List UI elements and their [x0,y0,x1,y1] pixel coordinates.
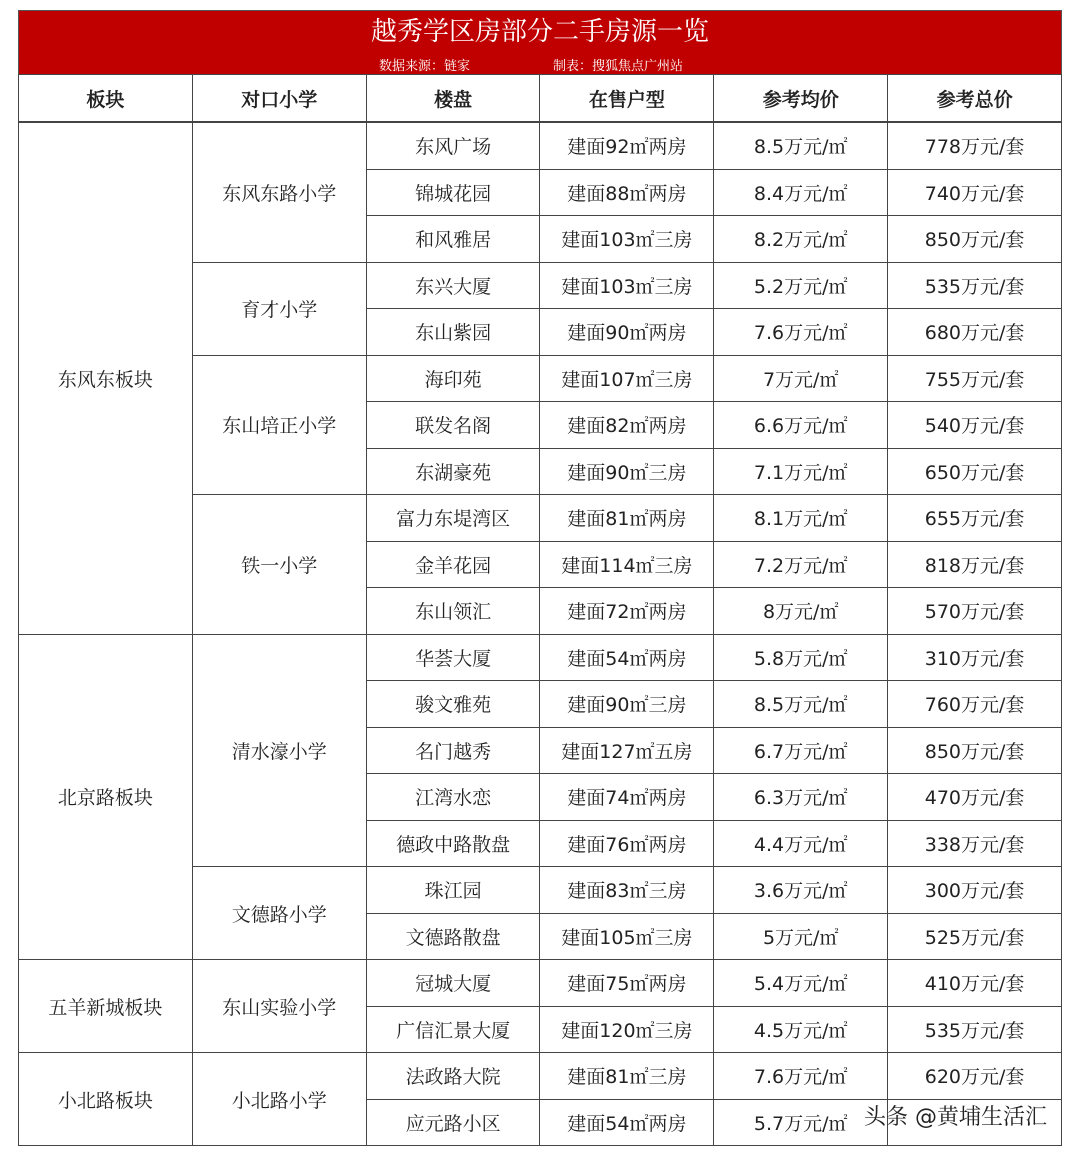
estate-cell: 东风广场 [366,122,540,169]
unit-price-cell: 4.4万元/㎡ [714,820,888,867]
unit-price-cell: 8.1万元/㎡ [714,495,888,542]
estate-cell: 和风雅居 [366,216,540,263]
total-price-cell: 338万元/套 [888,820,1062,867]
district-cell: 北京路板块 [19,634,193,960]
total-price-cell: 300万元/套 [888,867,1062,914]
layout-cell: 建面54㎡两房 [540,1099,714,1146]
watermark: 头条 @黄埔生活汇 [864,1105,1047,1130]
layout-cell: 建面72㎡两房 [540,588,714,635]
estate-cell: 珠江园 [366,867,540,914]
layout-cell: 建面90㎡三房 [540,448,714,495]
unit-price-cell: 8.2万元/㎡ [714,216,888,263]
unit-price-cell: 5.7万元/㎡ [714,1099,888,1146]
total-price-cell: 655万元/套 [888,495,1062,542]
estate-cell: 联发名阁 [366,402,540,449]
total-price-cell: 760万元/套 [888,681,1062,728]
total-price-cell: 778万元/套 [888,122,1062,169]
estate-cell: 东山领汇 [366,588,540,635]
unit-price-cell: 6.6万元/㎡ [714,402,888,449]
estate-cell: 金羊花园 [366,541,540,588]
table-row [19,634,1062,681]
listing-table [18,74,1062,1146]
total-price-cell: 680万元/套 [888,309,1062,356]
layout-cell: 建面74㎡两房 [540,774,714,821]
total-price-cell: 410万元/套 [888,960,1062,1007]
total-price-cell: 755万元/套 [888,355,1062,402]
estate-cell: 冠城大厦 [366,960,540,1007]
total-price-cell: 310万元/套 [888,634,1062,681]
estate-cell: 海印苑 [366,355,540,402]
total-price-cell: 620万元/套 [888,1053,1062,1100]
estate-cell: 文德路散盘 [366,913,540,960]
table-row [19,122,1062,169]
unit-price-cell: 5万元/㎡ [714,913,888,960]
unit-price-cell: 5.2万元/㎡ [714,262,888,309]
listing-document [18,10,1062,1146]
total-price-cell: 470万元/套 [888,774,1062,821]
estate-cell: 富力东堤湾区 [366,495,540,542]
total-price-cell: 570万元/套 [888,588,1062,635]
school-cell: 东山实验小学 [192,960,366,1053]
school-cell: 东山培正小学 [192,355,366,495]
title-banner [18,10,1062,74]
unit-price-cell: 7.6万元/㎡ [714,1053,888,1100]
estate-cell: 江湾水恋 [366,774,540,821]
layout-cell: 建面88㎡两房 [540,169,714,216]
layout-cell: 建面54㎡两房 [540,634,714,681]
header-row [19,75,1062,123]
unit-price-cell: 7.2万元/㎡ [714,541,888,588]
total-price-cell: 650万元/套 [888,448,1062,495]
unit-price-cell: 7.6万元/㎡ [714,309,888,356]
unit-price-cell: 8.4万元/㎡ [714,169,888,216]
layout-cell: 建面105㎡三房 [540,913,714,960]
district-cell: 五羊新城板块 [19,960,193,1053]
total-price-cell: 525万元/套 [888,913,1062,960]
layout-cell: 建面76㎡两房 [540,820,714,867]
layout-cell: 建面90㎡三房 [540,681,714,728]
total-price-cell: 740万元/套 [888,169,1062,216]
school-cell: 东风东路小学 [192,122,366,262]
header-school: 对口小学 [192,75,366,123]
layout-cell: 建面83㎡三房 [540,867,714,914]
table-maker: 制表：搜狐焦点广州站 [553,59,684,74]
school-cell: 文德路小学 [192,867,366,960]
layout-cell: 建面82㎡两房 [540,402,714,449]
district-cell: 东风东板块 [19,122,193,634]
header-district: 板块 [19,75,193,123]
layout-cell: 建面120㎡三房 [540,1006,714,1053]
unit-price-cell: 5.4万元/㎡ [714,960,888,1007]
estate-cell: 东山紫园 [366,309,540,356]
unit-price-cell: 8.5万元/㎡ [714,122,888,169]
estate-cell: 应元路小区 [366,1099,540,1146]
layout-cell: 建面92㎡两房 [540,122,714,169]
total-price-cell: 818万元/套 [888,541,1062,588]
page-title: 越秀学区房部分二手房源一览 [370,17,709,47]
unit-price-cell: 8.5万元/㎡ [714,681,888,728]
total-price-cell: 850万元/套 [888,216,1062,263]
layout-cell: 建面103㎡三房 [540,262,714,309]
total-price-cell: 535万元/套 [888,262,1062,309]
estate-cell: 名门越秀 [366,727,540,774]
layout-cell: 建面75㎡两房 [540,960,714,1007]
estate-cell: 东兴大厦 [366,262,540,309]
unit-price-cell: 4.5万元/㎡ [714,1006,888,1053]
layout-cell: 建面127㎡五房 [540,727,714,774]
estate-cell: 华荟大厦 [366,634,540,681]
table-row [19,960,1062,1007]
layout-cell: 建面81㎡三房 [540,1053,714,1100]
estate-cell: 德政中路散盘 [366,820,540,867]
estate-cell: 东湖豪苑 [366,448,540,495]
school-cell: 小北路小学 [192,1053,366,1146]
estate-cell: 锦城花园 [366,169,540,216]
header-layout: 在售户型 [540,75,714,123]
header-estate: 楼盘 [366,75,540,123]
school-cell: 清水濠小学 [192,634,366,867]
layout-cell: 建面107㎡三房 [540,355,714,402]
total-price-cell: 850万元/套 [888,727,1062,774]
school-cell: 育才小学 [192,262,366,355]
total-price-cell: 535万元/套 [888,1006,1062,1053]
total-price-cell: 540万元/套 [888,402,1062,449]
header-unit-price: 参考均价 [714,75,888,123]
layout-cell: 建面90㎡两房 [540,309,714,356]
unit-price-cell: 5.8万元/㎡ [714,634,888,681]
unit-price-cell: 6.3万元/㎡ [714,774,888,821]
layout-cell: 建面114㎡三房 [540,541,714,588]
layout-cell: 建面81㎡两房 [540,495,714,542]
unit-price-cell: 7万元/㎡ [714,355,888,402]
unit-price-cell: 6.7万元/㎡ [714,727,888,774]
data-source: 数据来源：链家 [379,59,471,74]
estate-cell: 广信汇景大厦 [366,1006,540,1053]
estate-cell: 骏文雅苑 [366,681,540,728]
school-cell: 铁一小学 [192,495,366,635]
header-total-price: 参考总价 [888,75,1062,123]
estate-cell: 法政路大院 [366,1053,540,1100]
table-row [19,1053,1062,1100]
layout-cell: 建面103㎡三房 [540,216,714,263]
unit-price-cell: 7.1万元/㎡ [714,448,888,495]
unit-price-cell: 3.6万元/㎡ [714,867,888,914]
unit-price-cell: 8万元/㎡ [714,588,888,635]
district-cell: 小北路板块 [19,1053,193,1146]
